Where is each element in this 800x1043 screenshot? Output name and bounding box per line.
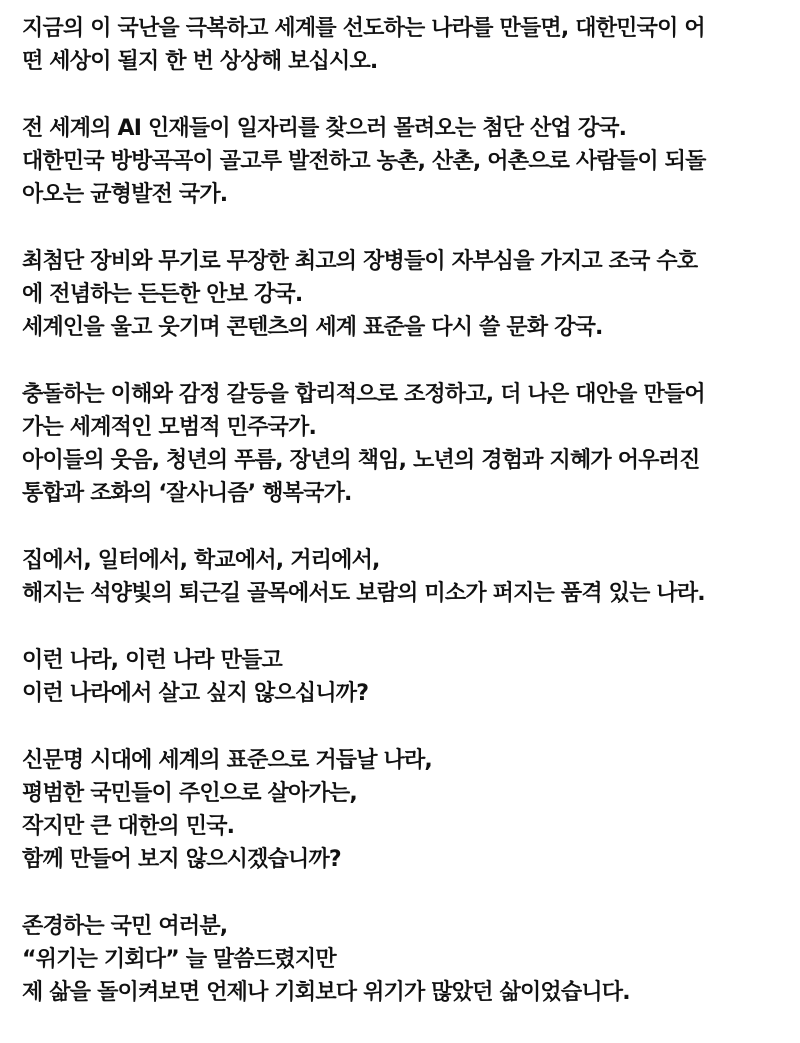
text-line: 이런 나라, 이런 나라 만들고 [22, 648, 282, 673]
paragraph-dignified-nation [22, 544, 782, 610]
paragraph-address-citizens [22, 910, 782, 1009]
text-line: 충돌하는 이해와 감정 갈등을 합리적으로 조정하고, 더 나은 대안을 만들어 [22, 382, 705, 407]
paragraph-new-civilization [22, 744, 782, 876]
text-line: 세계인을 울고 웃기며 콘텐츠의 세계 표준을 다시 쓸 문화 강국. [22, 315, 603, 340]
text-line: 아이들의 웃음, 청년의 푸름, 장년의 책임, 노년의 경험과 지혜가 어우러진 [22, 448, 700, 473]
text-line: 제 삶을 돌이켜보면 언제나 기회보다 위기가 많았던 삶이었습니다. [22, 980, 630, 1005]
text-line: 에 전념하는 든든한 안보 강국. [22, 282, 303, 307]
paragraph-vision-intro [22, 12, 782, 78]
text-line: 존경하는 국민 여러분, [22, 914, 228, 939]
text-line: 떤 세상이 될지 한 번 상상해 보십시오. [22, 49, 378, 74]
paragraph-democracy-happiness [22, 378, 782, 510]
text-line: 함께 만들어 보지 않으시겠습니까? [22, 847, 341, 872]
paragraph-industry-balance [22, 112, 782, 211]
text-line: 가는 세계적인 모범적 민주국가. [22, 415, 317, 440]
text-line: 지금의 이 국난을 극복하고 세계를 선도하는 나라를 만들면, 대한민국이 어 [22, 16, 705, 41]
text-line: 작지만 큰 대한의 민국. [22, 814, 235, 839]
paragraph-rhetorical-question [22, 644, 782, 710]
text-line: 이런 나라에서 살고 싶지 않으십니까? [22, 681, 369, 706]
text-line: 신문명 시대에 세계의 표준으로 거듭날 나라, [22, 748, 432, 773]
speech-text-document [22, 12, 782, 1043]
text-line: 평범한 국민들이 주인으로 살아가는, [22, 781, 357, 806]
paragraph-security-culture [22, 245, 782, 344]
text-line: 해지는 석양빛의 퇴근길 골목에서도 보람의 미소가 퍼지는 품격 있는 나라. [22, 581, 705, 606]
text-line: 집에서, 일터에서, 학교에서, 거리에서, [22, 548, 380, 573]
text-line: 최첨단 장비와 무기로 무장한 최고의 장병들이 자부심을 가지고 조국 수호 [22, 249, 698, 274]
text-line: 전 세계의 AI 인재들이 일자리를 찾으러 몰려오는 첨단 산업 강국. [22, 116, 627, 141]
text-line: 대한민국 방방곡곡이 골고루 발전하고 농촌, 산촌, 어촌으로 사람들이 되돌 [22, 149, 706, 174]
text-line: 통합과 조화의 ‘잘사니즘’ 행복국가. [22, 481, 352, 506]
text-line: 아오는 균형발전 국가. [22, 182, 228, 207]
text-line: “위기는 기회다” 늘 말씀드렸지만 [22, 947, 336, 972]
